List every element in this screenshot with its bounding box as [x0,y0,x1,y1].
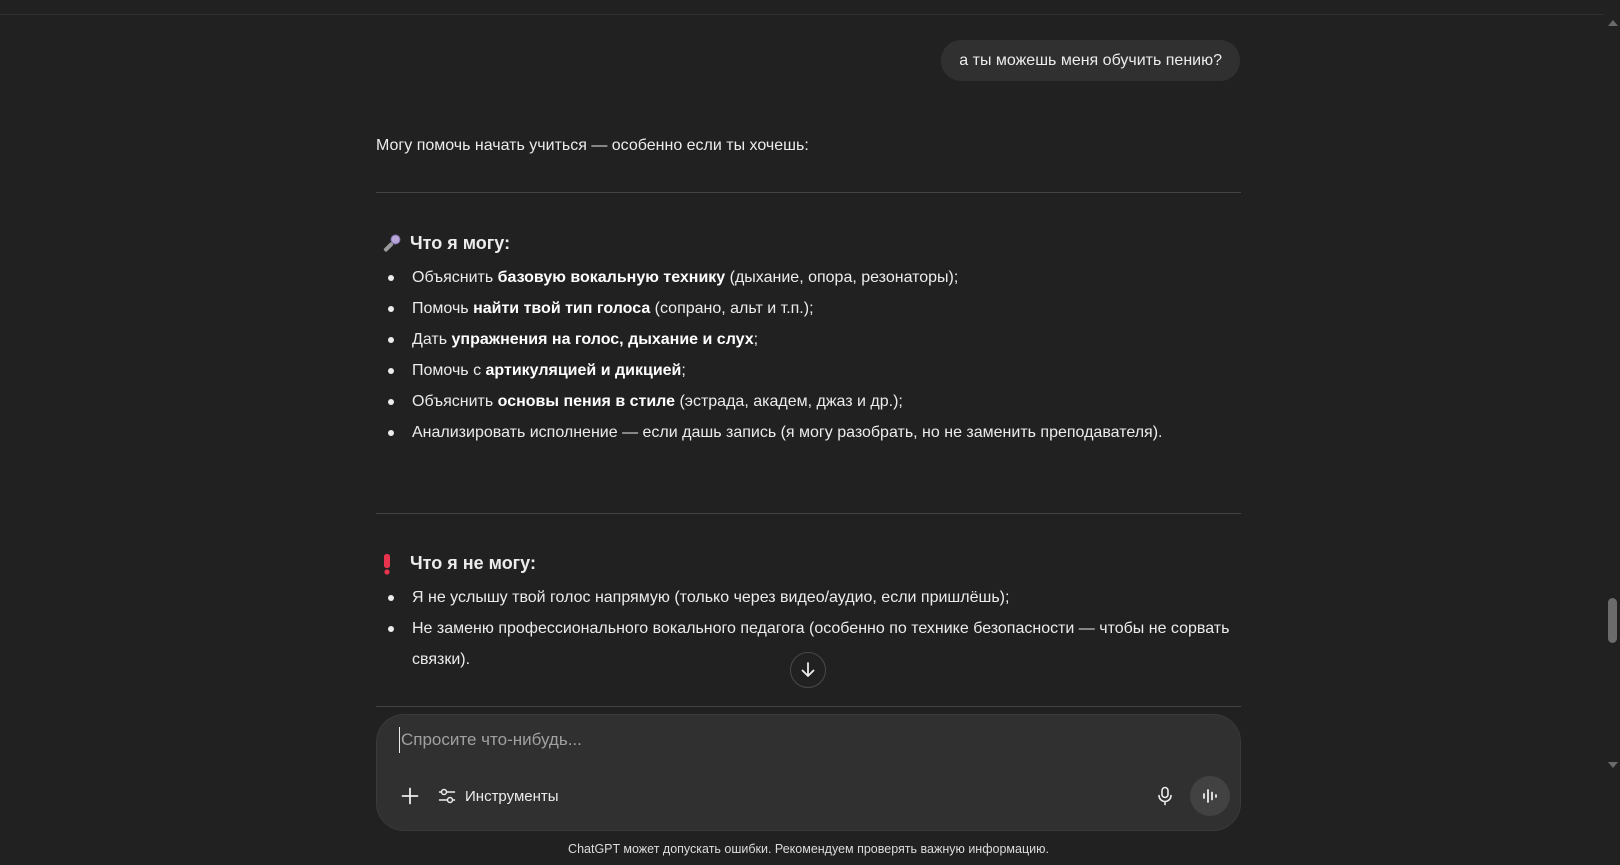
prompt-input[interactable] [399,727,1099,753]
can-item [376,417,1241,448]
list-item-text: (эстрада, академ, джаз и др.); [675,393,903,410]
list-item-bold-text: артикуляцией и дикцией [485,362,682,379]
section-heading-can-text: Что я могу: [410,233,511,253]
can-item [376,262,1241,293]
section-heading-cannot-text: Что я не могу: [410,553,536,573]
can-list [376,262,1241,448]
microphone-icon [380,233,402,255]
exclamation-icon [380,553,402,575]
attach-button[interactable] [395,781,425,811]
arrow-down-icon [799,661,817,679]
scroll-up-arrow-icon[interactable] [1608,20,1618,26]
list-item-text: (сопрано, альт и т.п.); [650,300,814,317]
list-item-text: Я не услышу твой голос напрямую (только через видео/аудио, если пришлёшь); [412,589,1010,606]
list-item-text: ; [753,331,759,348]
sliders-icon [438,787,456,805]
list-item-bold-text: основы пения в стиле [497,393,676,410]
tools-button[interactable] [438,781,559,811]
cannot-item [376,582,1241,613]
list-item-text: Помочь [412,300,474,317]
dictate-button[interactable] [1150,781,1180,811]
list-item-bold-text: базовую вокальную технику [497,269,726,286]
user-message-bubble [941,40,1240,81]
top-divider [0,14,1604,15]
disclaimer-text: ChatGPT может допускать ошибки. Рекомендуем проверять важную информацию. [568,842,1049,856]
voice-mode-button[interactable] [1190,776,1230,816]
scroll-to-bottom-button[interactable] [790,652,826,688]
user-message-text: а ты можешь меня обучить пению? [959,52,1222,69]
composer [376,714,1241,831]
divider [376,513,1241,514]
microphone-icon [1156,786,1174,806]
page-scrollbar[interactable] [1604,0,1620,865]
scrollbar-thumb[interactable] [1608,598,1617,643]
list-item-text: Объяснить [412,393,498,410]
list-item-text: Помочь с [412,362,486,379]
divider [376,192,1241,193]
list-item-text: (дыхание, опора, резонаторы); [725,269,959,286]
tools-label: Инструменты [465,787,559,805]
list-item-text: ; [681,362,686,379]
can-item [376,386,1241,417]
can-item [376,293,1241,324]
plus-icon [401,787,419,805]
list-item-text: Объяснить [412,269,498,286]
list-item-bold-text: найти твой тип голоса [473,300,651,317]
scroll-down-arrow-icon[interactable] [1608,762,1618,768]
section-heading-cannot [380,548,536,579]
divider [376,706,1241,707]
list-item-text: Не заменю профессионального вокального педагога (особенно по технике безопасности — чтобы не сорвать связки). [412,620,1230,668]
list-item-text: Дать [412,331,452,348]
can-item [376,324,1241,355]
assistant-intro: Могу помочь начать учиться — особенно если ты хочешь: [376,137,809,154]
list-item-bold-text: упражнения на голос, дыхание и слух [451,331,754,348]
section-heading-can [380,228,510,259]
can-item [376,355,1241,386]
list-item-text: Анализировать исполнение — если дашь запись (я могу разобрать, но не заменить преподавателя). [412,424,1163,441]
waveform-icon [1201,787,1219,805]
